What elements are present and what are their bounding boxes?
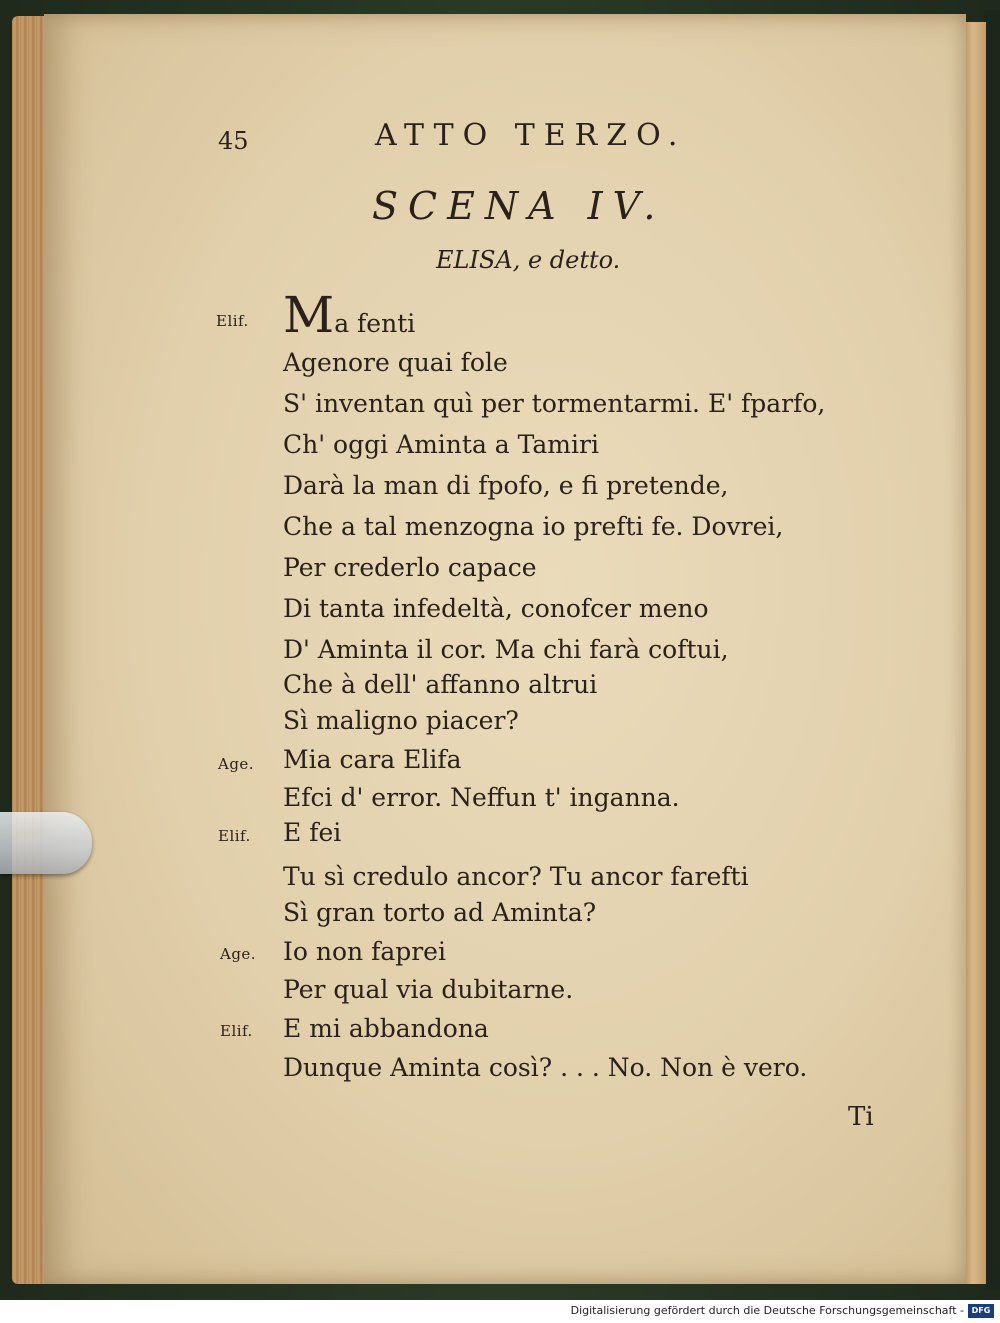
verse-line: Darà la man di fpofo, e fi pretende, — [283, 471, 729, 500]
speaker-label: Age. — [220, 945, 257, 963]
verse-text: a fenti — [334, 309, 416, 338]
speaker-label: Elif. — [216, 312, 249, 330]
scene-characters: ELISA, e detto. — [436, 246, 621, 274]
verse-line: Io non faprei — [283, 937, 446, 966]
verse-line: Per qual via dubitarne. — [283, 975, 574, 1004]
footer-bar — [0, 1300, 1000, 1323]
running-head: ATTO TERZO. — [375, 118, 687, 153]
verse-line: Che a tal menzogna io prefti fe. Dovrei, — [283, 512, 784, 541]
verse-line: Per crederlo capace — [283, 553, 537, 582]
verse-line: S' inventan quì per tormentarmi. E' fparfo, — [283, 389, 826, 418]
scan-border-right — [984, 10, 1000, 1290]
dfg-logo: DFG — [968, 1304, 994, 1318]
speaker-label: Age. — [218, 755, 255, 773]
verse-line: E fei — [283, 818, 342, 847]
page-clip — [0, 812, 92, 874]
verse-line: Efci d' error. Neffun t' inganna. — [283, 783, 680, 812]
verse-line: Sì maligno piacer? — [283, 706, 519, 735]
verse-line: Mia cara Elifa — [283, 745, 462, 774]
verse-line: Sì gran torto ad Aminta? — [283, 898, 597, 927]
verse-line: E mi abbandona — [283, 1014, 489, 1043]
catchword: Ti — [848, 1102, 874, 1132]
verse-line: Ch' oggi Aminta a Tamiri — [283, 430, 599, 459]
verse-line: D' Aminta il cor. Ma chi farà coftui, — [283, 635, 729, 664]
verse-line: Di tanta infedeltà, conofcer meno — [283, 594, 709, 623]
drop-cap: M — [283, 286, 335, 344]
verse-line: Tu sì credulo ancor? Tu ancor farefti — [283, 862, 749, 891]
verse-line: Agenore quai fole — [283, 348, 508, 377]
verse-line: Dunque Aminta così? . . . No. Non è vero. — [283, 1053, 808, 1082]
verse-line: Che à dell' affanno altrui — [283, 670, 598, 699]
speaker-label: Elif. — [220, 1022, 253, 1040]
verse-line — [283, 286, 416, 344]
speaker-label: Elif. — [218, 827, 251, 845]
scene-title: SCENA IV. — [372, 184, 666, 228]
footer-credit: Digitalisierung gefördert durch die Deutsche Forschungsgemeinschaft - — [570, 1304, 964, 1317]
page-number: 45 — [218, 127, 249, 155]
